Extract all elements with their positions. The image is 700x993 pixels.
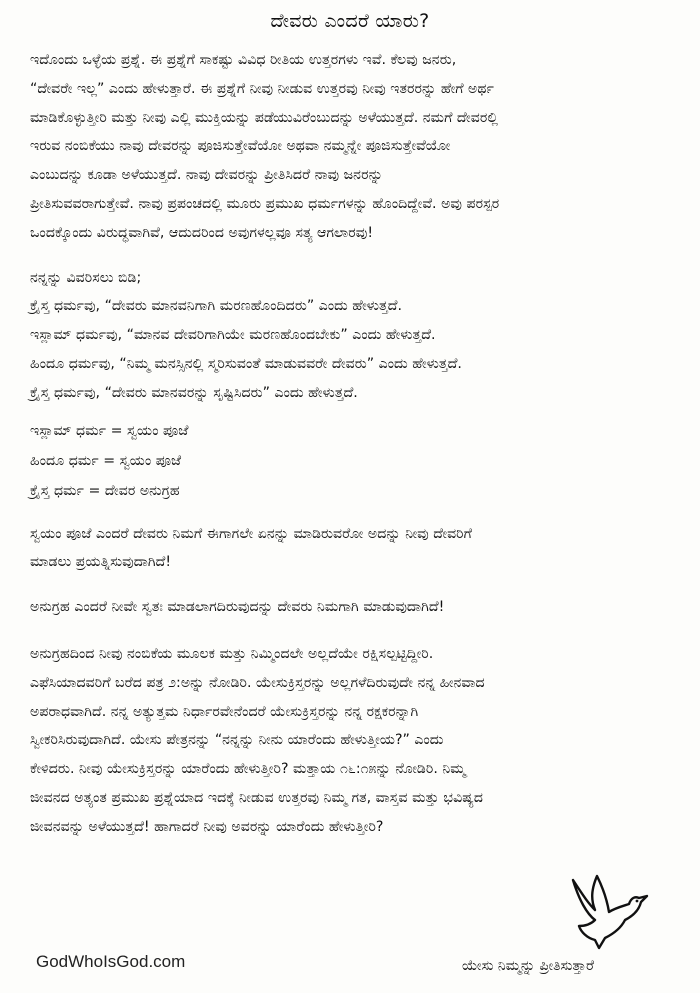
paragraph-line: ಪ್ರೀತಿಸುವವರಾಗುತ್ತೇವೆ. ನಾವು ಪ್ರಪಂಚದಲ್ಲಿ ಮೂರು ಪ್ರಮುಖ ಧರ್ಮಗಳನ್ನು ಹೊಂದಿದ್ದೇವೆ. ಅವು ಪರಸ್ಪರ [30,195,500,212]
paragraph-line: ಹಿಂದೂ ಧರ್ಮವು, “ನಿಮ್ಮ ಮನಸ್ಸಿನಲ್ಲಿ ಸ್ಮರಿಸುವಂತೆ ಮಾಡುವವರೇ ದೇವರು” ಎಂದು ಹೇಳುತ್ತದೆ. [30,355,462,372]
equations-list [30,416,680,506]
paragraph-line: ಇದೊಂದು ಒಳ್ಳೆಯ ಪ್ರಶ್ನೆ. ಈ ಪ್ರಶ್ನೆಗೆ ಸಾಕಷ್ಟು ವಿವಿಧ ರೀತಿಯ ಉತ್ತರಗಳು ಇವೆ. ಕೆಲವು ಜನರು, [30,52,457,68]
page-title: ದೇವರು ಎಂದರೆ ಯಾರು? [270,10,430,32]
paragraph-line: ಅಪರಾಧವಾಗಿದೆ. ನನ್ನ ಅತ್ಯುತ್ತಮ ನಿರ್ಧಾರವೇನೆಂದರೆ ಯೇಸುಕ್ರಿಸ್ತರನ್ನು ನನ್ನ ರಕ್ಷಕರನ್ನಾಗಿ [30,703,419,720]
paragraph-line: ನನ್ನನ್ನು ವಿವರಿಸಲು ಬಿಡಿ; [30,269,142,286]
paragraph-line: ಇಸ್ಲಾಮ್ ಧರ್ಮವು, “ಮಾನವ ದೇವರಿಗಾಗಿಯೇ ಮರಣಹೊಂದಬೇಕು” ಎಂದು ಹೇಳುತ್ತದೆ. [30,327,436,344]
paragraph-line: ಕ್ರೈಸ್ತ ಧರ್ಮವು, “ದೇವರು ಮಾನವರನ್ನು ಸೃಷ್ಟಿಸಿದರು” ಎಂದು ಹೇಳುತ್ತದೆ. [30,384,358,401]
paragraph-line: ಮಾಡಿಕೊಳ್ಳುತ್ತೀರಿ ಮತ್ತು ನೀವು ಎಲ್ಲಿ ಮುಕ್ತಿಯನ್ನು ಪಡೆಯುವಿರೆಂಬುದನ್ನು ಅಳೆಯುತ್ತದೆ. ನಮಗೆ ದೇವರಲ್ಲಿ [30,109,499,126]
paragraph-line: ಜೀವನದ ಅತ್ಯಂತ ಪ್ರಮುಖ ಪ್ರಶ್ನೆಯಾದ ಇದಕ್ಕೆ ನೀಡುವ ಉತ್ತರವು ನಿಮ್ಮ ಗತ, ವಾಸ್ತವ ಮತ್ತು ಭವಿಷ್ಯದ [30,789,483,806]
dove-icon [565,870,655,952]
paragraph-line: ಅನುಗ್ರಹದಿಂದ ನೀವು ನಂಬಿಕೆಯ ಮೂಲಕ ಮತ್ತು ನಿಮ್ಮಿಂದಲೇ ಅಲ್ಲದೆಯೇ ರಕ್ಷಿಸಲ್ಪಟ್ಟಿದ್ದೀರಿ. [30,645,434,662]
equation-line: ಹಿಂದೂ ಧರ್ಮ = ಸ್ವಯಂ ಪೂಜೆ [30,452,182,469]
footer-tagline: ಯೇಸು ನಿಮ್ಮನ್ನು ಪ್ರೀತಿಸುತ್ತಾರೆ [462,958,594,974]
paragraph-line: ಮಾಡಲು ಪ್ರಯತ್ನಿಸುವುದಾಗಿದೆ! [30,554,172,571]
paragraph-line: ಒಂದಕ್ಕೊಂದು ವಿರುದ್ಧವಾಗಿವೆ, ಆದುದರಿಂದ ಅವುಗಳಲ್ಲವೂ ಸತ್ಯ ಆಗಲಾರವು! [30,224,374,241]
paragraph-line: ಕೇಳಿದರು. ನೀವು ಯೇಸುಕ್ರಿಸ್ತರನ್ನು ಯಾರೆಂದು ಹೇಳುತ್ತೀರಿ? ಮತ್ತಾಯ ೧೬:೧೫ನ್ನು ನೋಡಿರಿ. ನಿಮ್ಮ [30,761,466,778]
paragraph-line: ಎಂಬುದನ್ನು ಕೂಡಾ ಅಳೆಯುತ್ತದೆ. ನಾವು ದೇವರನ್ನು ಪ್ರೀತಿಸಿದರೆ ನಾವು ಜನರನ್ನು [30,167,383,184]
intro-paragraph [30,46,680,248]
religions-paragraph [30,264,680,408]
conclusion-paragraph [30,640,680,842]
paragraph-line: ಅನುಗ್ರಹ ಎಂದರೆ ನೀವೇ ಸ್ವತಃ ಮಾಡಲಾಗದಿರುವುದನ್ನು ದೇವರು ನಿಮಗಾಗಿ ಮಾಡುವುದಾಗಿದೆ! [30,599,445,616]
paragraph-line: ಸ್ವೀಕರಿಸಿರುವುದಾಗಿದೆ. ಯೇಸು ಪೇತ್ರನನ್ನು “ನನ್ನನ್ನು ನೀನು ಯಾರೆಂದು ಹೇಳುತ್ತೀಯ?” ಎಂದು [30,732,444,749]
document-body [30,46,680,858]
paragraph-line: ಜೀವನವನ್ನು ಅಳೆಯುತ್ತದೆ! ಹಾಗಾದರೆ ನೀವು ಅವರನ್ನು ಯಾರೆಂದು ಹೇಳುತ್ತೀರಿ? [30,818,384,835]
equation-line: ಇಸ್ಲಾಮ್ ಧರ್ಮ = ಸ್ವಯಂ ಪೂಜೆ [30,422,189,439]
website-link[interactable]: GodWhoIsGod.com [36,952,186,971]
equation-line: ಕ್ರೈಸ್ತ ಧರ್ಮ = ದೇವರ ಅನುಗ್ರಹ [30,482,180,499]
paragraph-line: ಇರುವ ನಂಬಿಕೆಯು ನಾವು ದೇವರನ್ನು ಪೂಜಿಸುತ್ತೇವೆಯೋ ಅಥವಾ ನಮ್ಮನ್ನೇ ಪೂಜಿಸುತ್ತೇವೆಯೋ [30,138,451,155]
paragraph-line: ಸ್ವಯಂ ಪೂಜೆ ಎಂದರೆ ದೇವರು ನಿಮಗೆ ಈಗಾಗಲೇ ಏನನ್ನು ಮಾಡಿರುವರೋ ಅದನ್ನು ನೀವು ದೇವರಿಗೆ [30,525,472,542]
paragraph-line: ಎಫೆಸಿಯಾದವರಿಗೆ ಬರೆದ ಪತ್ರ ೨:ಅನ್ನು ನೋಡಿರಿ. ಯೇಸುಕ್ರಿಸ್ತರನ್ನು ಅಲ್ಲಗಳೆದಿರುವುದೇ ನನ್ನ ಹೀನವಾದ [30,674,485,691]
grace-paragraph [30,593,680,622]
paragraph-line: ಕ್ರೈಸ್ತ ಧರ್ಮವು, “ದೇವರು ಮಾನವನಿಗಾಗಿ ಮರಣಹೊಂದಿದರು” ಎಂದು ಹೇಳುತ್ತದೆ. [30,298,402,315]
paragraph-line: “ದೇವರೇ ಇಲ್ಲ” ಎಂದು ಹೇಳುತ್ತಾರೆ. ಈ ಪ್ರಶ್ನೆಗೆ ನೀವು ನೀಡುವ ಉತ್ತರವು ನೀವು ಇತರರನ್ನು ಹೇಗೆ ಅರ್ಥ [30,80,494,97]
self-worship-paragraph [30,520,680,578]
